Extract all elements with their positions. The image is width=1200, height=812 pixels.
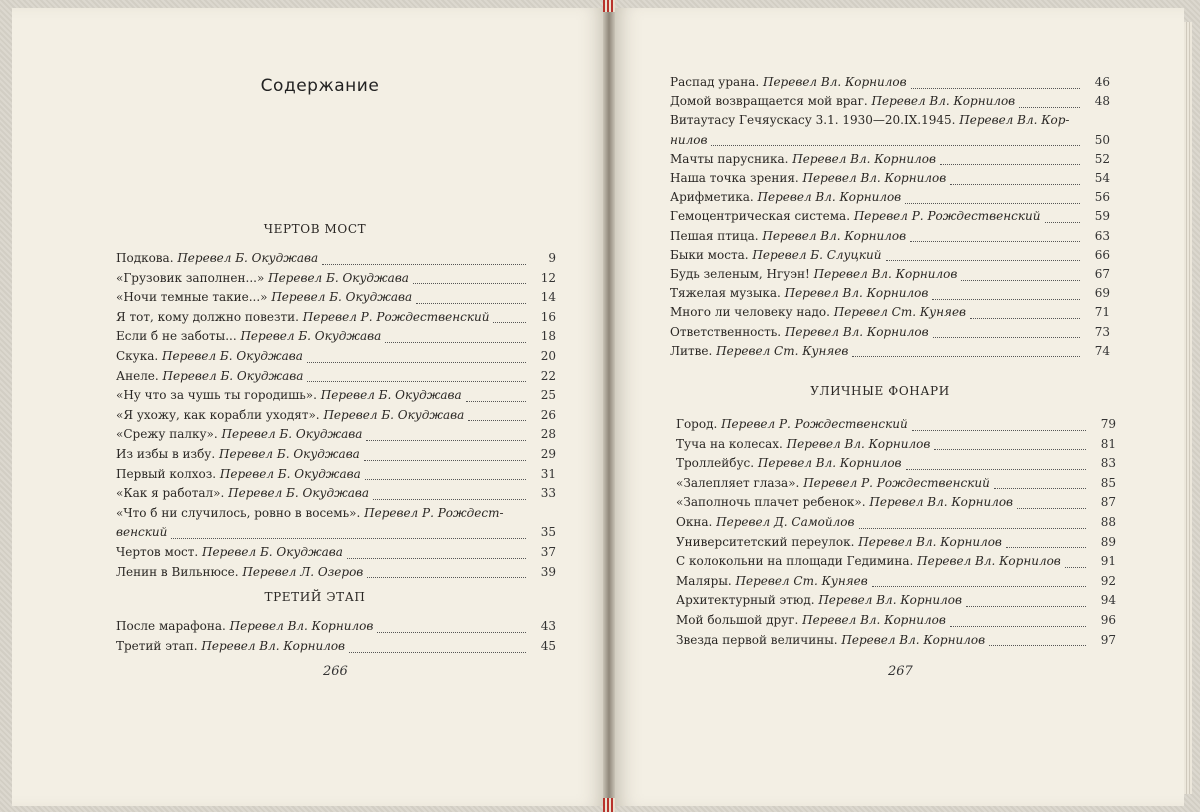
toc-entry: [676, 532, 1116, 552]
toc-entry-page: 91: [1100, 554, 1116, 569]
toc-entry-title: Туча на колесах.: [676, 436, 787, 451]
toc-entry-translator: нилов: [670, 132, 708, 147]
toc-entry-title: Ленин в Вильнюсе.: [116, 564, 243, 579]
toc-entry-translator: Перевел Ст. Куняев: [716, 343, 849, 358]
toc-entry-page: 14: [540, 290, 556, 305]
dot-leader: [966, 594, 1086, 607]
toc-entry-title: Много ли человеку надо.: [670, 305, 834, 320]
toc-entry-title: Будь зеленым, Нгуэн!: [670, 267, 814, 281]
toc-entry-page: 94: [1100, 593, 1116, 608]
toc-entry: [116, 405, 556, 425]
toc-entry-title: Наша точка зрения.: [670, 171, 803, 185]
dot-leader: [906, 457, 1086, 470]
toc-entry-title: «Грузовик заполнен...»: [116, 270, 269, 285]
dot-leader: [171, 526, 526, 539]
toc-entry: [116, 503, 556, 523]
toc-entry-page: 63: [1094, 228, 1110, 243]
toc-entry-translator: Перевел Вл. Корнилов: [762, 75, 907, 89]
toc-entry-page: 43: [540, 619, 556, 633]
toc-entry-page: 66: [1094, 247, 1110, 262]
toc-entry-page: 69: [1094, 286, 1110, 301]
toc-entry-page: 79: [1100, 417, 1116, 431]
dot-leader: [940, 152, 1080, 165]
toc-entry-translator: Перевел Вл. Корнилов: [813, 267, 958, 281]
dot-leader: [349, 640, 526, 653]
toc-entry-translator: Перевел Б. Окуджава: [240, 329, 382, 344]
toc-entry-page: 31: [540, 466, 556, 481]
toc-entry-translator: Перевел Б. Окуджава: [218, 447, 360, 461]
dot-leader: [1019, 95, 1080, 108]
toc-entry-page: 97: [1100, 632, 1116, 647]
toc-entry-translator: Перевел Д. Самойлов: [716, 515, 855, 529]
headband-top: [603, 0, 615, 12]
toc-entry: [116, 385, 556, 405]
dot-leader: [912, 418, 1086, 431]
toc-entry-page: 89: [1100, 534, 1116, 549]
toc-entry-page: 28: [540, 427, 556, 442]
toc-entry-page: 22: [540, 368, 556, 383]
toc-entry-translator: Перевел Б. Окуджава: [162, 349, 303, 363]
toc-entry-title: Архитектурный этюд.: [676, 593, 819, 608]
page-number-left: 266: [323, 664, 348, 679]
toc-entry: [676, 492, 1116, 512]
toc-entry-title: Витаутасу Гечяускасу 3.1. 1930—20.IX.1945.: [670, 113, 960, 128]
toc-entry: [676, 453, 1116, 473]
dot-leader: [365, 467, 526, 480]
toc-entry: [676, 473, 1116, 493]
dot-leader: [932, 287, 1080, 300]
toc-entry-title: «Срежу палку».: [116, 427, 222, 442]
toc-entry-page: 56: [1094, 190, 1110, 205]
toc-entry-title: «Я ухожу, как корабли уходят».: [116, 407, 324, 422]
toc-entry-translator: Перевел Б. Окуджава: [221, 427, 363, 442]
toc-entry-page: 20: [540, 349, 556, 363]
dot-leader: [322, 252, 526, 265]
dot-leader: [1006, 535, 1086, 548]
toc-entry-page: 96: [1100, 613, 1116, 627]
toc-entry-translator: Перевел Вл. Корнилов: [784, 286, 929, 301]
book-spine: [603, 0, 615, 812]
toc-entry: [670, 91, 1110, 111]
toc-entry: [116, 562, 556, 582]
toc-entry-page: 81: [1100, 436, 1116, 451]
toc-entry-translator: Перевел Р. Рождественский: [721, 417, 908, 431]
toc-entry-title: Тяжелая музыка.: [670, 286, 785, 301]
dot-leader: [413, 271, 526, 284]
page-title: Содержание: [260, 76, 380, 96]
toc-entry-translator: Перевел Вл. Кор-: [959, 113, 1070, 128]
dot-leader: [711, 133, 1080, 146]
toc-entry: [116, 444, 556, 464]
toc-entry: [670, 168, 1110, 188]
toc-entry-page: 18: [540, 329, 556, 344]
toc-entry-page: 29: [540, 447, 556, 461]
dot-leader: [872, 574, 1086, 587]
toc-entry: [116, 287, 556, 307]
toc-entry-title: «Ну что за чушь ты городишь».: [116, 388, 321, 403]
toc-entry-translator: Перевел Вл. Корнилов: [802, 171, 947, 185]
toc-entry-translator: Перевел Б. Слуцкий: [752, 247, 882, 262]
toc-entry-page: 37: [540, 545, 556, 559]
toc-entry-translator: Перевел Вл. Корнилов: [841, 632, 986, 647]
dot-leader: [1065, 555, 1086, 568]
toc-entry-title: Домой возвращается мой враг.: [670, 94, 872, 109]
toc-entry: [116, 616, 556, 636]
dot-leader: [377, 620, 526, 633]
toc-entry-translator: Перевел Вл. Корнилов: [786, 436, 931, 451]
toc-entry-title: Окна.: [676, 515, 717, 529]
toc-entry-page: 52: [1094, 151, 1110, 166]
toc-entry-translator: Перевел Б. Окуджава: [268, 270, 409, 285]
toc-entry: [670, 302, 1110, 322]
toc-entry: [670, 206, 1110, 226]
toc-entry-translator: Перевел Вл. Корнилов: [871, 94, 1016, 109]
toc-entry-translator: Перевел Вл. Корнилов: [201, 639, 346, 653]
dot-leader: [994, 476, 1086, 489]
toc-list-ulichnye-fonari: [676, 414, 1116, 649]
toc-entry-title: Я тот, кому должно повезти.: [116, 309, 303, 324]
toc-entry: [116, 424, 556, 444]
dot-leader: [373, 487, 526, 500]
toc-entry-translator: Перевел Вл. Корнилов: [757, 456, 902, 471]
dot-leader: [905, 191, 1080, 204]
dot-leader: [1045, 210, 1080, 223]
toc-entry-translator: Перевел Р. Рождественский: [803, 475, 990, 490]
toc-entry-page: 92: [1100, 573, 1116, 588]
toc-entry-title: Если б не заботы...: [116, 329, 241, 344]
toc-entry: [676, 610, 1116, 630]
toc-entry-title: Звезда первой величины.: [676, 632, 842, 647]
toc-entry-page: 16: [540, 309, 556, 324]
toc-entry-title: Троллейбус.: [676, 456, 758, 471]
toc-entry-title: «Залепляет глаза».: [676, 475, 804, 490]
toc-entry-title: «Заполночь плачет ребенок».: [676, 495, 870, 510]
toc-entry-title: Распад урана.: [670, 75, 763, 89]
toc-entry-page: 74: [1094, 343, 1110, 358]
toc-entry-translator: Перевел Вл. Корнилов: [917, 554, 1061, 569]
dot-leader: [468, 408, 526, 421]
toc-entry-title: Город.: [676, 417, 722, 431]
toc-entry-translator: Перевел Вл. Корнилов: [858, 534, 1002, 549]
toc-entry-title: С колокольни на площади Гедимина.: [676, 554, 918, 569]
toc-entry: [116, 483, 556, 503]
toc-entry-translator: Перевел Вл. Корнилов: [818, 593, 962, 608]
dot-leader: [493, 310, 526, 323]
toc-entry-translator: Перевел Ст. Куняев: [833, 305, 967, 320]
toc-entry-title: Пешая птица.: [670, 228, 763, 243]
toc-entry-translator: Перевел Б. Окуджава: [202, 545, 343, 559]
toc-entry: [676, 512, 1116, 532]
toc-entry-title: Литве.: [670, 343, 717, 358]
toc-entry-title: Третий этап.: [116, 639, 202, 653]
toc-list-chertov-most: [116, 248, 556, 581]
toc-entry: [670, 72, 1110, 92]
dot-leader: [950, 172, 1080, 185]
toc-entry-page: 88: [1100, 515, 1116, 529]
toc-entry-page: 26: [540, 407, 556, 422]
toc-entry: [670, 341, 1110, 361]
toc-entry: [670, 187, 1110, 207]
toc-entry: [676, 630, 1116, 650]
dot-leader: [366, 428, 526, 441]
dot-leader: [347, 546, 526, 559]
toc-entry: [676, 414, 1116, 434]
toc-entry: [670, 322, 1110, 342]
toc-entry-page: 87: [1100, 495, 1116, 510]
dot-leader: [307, 369, 526, 382]
toc-entry-translator: Перевел Р. Рождественский: [853, 209, 1041, 224]
toc-entry-page: 33: [540, 486, 556, 501]
toc-entry-translator: Перевел Б. Окуджава: [219, 466, 361, 481]
toc-entry-title: Мой большой друг.: [676, 613, 803, 627]
toc-entry: [676, 434, 1116, 454]
dot-leader: [367, 565, 526, 578]
toc-entry-page: 59: [1094, 209, 1110, 224]
dot-leader: [950, 614, 1086, 627]
toc-entry-page: 46: [1094, 75, 1110, 89]
toc-entry-page: 25: [540, 388, 556, 403]
toc-entry: [676, 571, 1116, 591]
toc-entry-translator: Перевел Б. Окуджава: [162, 368, 304, 383]
dot-leader: [364, 448, 526, 461]
toc-entry: [116, 307, 556, 327]
toc-entry-title: Маляры.: [676, 573, 736, 588]
toc-entry-title: Анеле.: [116, 368, 163, 383]
toc-entry: [116, 248, 556, 268]
section-title-tretiy-etap: ТРЕТИЙ ЭТАП: [264, 590, 366, 604]
toc-entry-translator: Перевел Вл. Корнилов: [792, 151, 936, 166]
toc-entry-translator: Перевел Б. Окуджава: [177, 251, 319, 265]
dot-leader: [933, 325, 1080, 338]
dot-leader: [910, 229, 1080, 242]
toc-entry: [670, 226, 1110, 246]
headband-bottom: [603, 798, 615, 812]
toc-entry-title: Из избы в избу.: [116, 447, 219, 461]
toc-entry-page: 50: [1094, 132, 1110, 147]
toc-entry-translator: Перевел Вл. Корнилов: [757, 190, 902, 205]
toc-entry-page: 48: [1094, 94, 1110, 109]
toc-entry: [116, 366, 556, 386]
toc-entry-title: Ответственность.: [670, 324, 785, 339]
dot-leader: [859, 516, 1087, 529]
dot-leader: [385, 330, 526, 343]
toc-entry-title: Чертов мост.: [116, 545, 203, 559]
toc-entry: [670, 149, 1110, 169]
section-title-chertov-most: ЧЕРТОВ МОСТ: [263, 222, 367, 236]
toc-entry: [670, 110, 1110, 130]
toc-entry-translator: Перевел Вл. Корнилов: [762, 228, 907, 243]
toc-entry-page: 67: [1094, 267, 1110, 281]
dot-leader: [961, 268, 1080, 281]
toc-entry-translator: Перевел Б. Окуджава: [323, 407, 465, 422]
toc-entry-page: 39: [540, 564, 556, 579]
toc-entry: [676, 551, 1116, 571]
toc-entry-translator: Перевел Вл. Корнилов: [869, 495, 1014, 510]
toc-entry-page: 73: [1094, 324, 1110, 339]
toc-entry-title: Первый колхоз.: [116, 466, 220, 481]
toc-entry-title: «Ночи темные такие...»: [116, 290, 272, 305]
toc-entry-translator: Перевел Б. Окуджава: [228, 486, 369, 501]
toc-entry: [676, 590, 1116, 610]
toc-entry-title: Мачты парусника.: [670, 151, 793, 166]
toc-entry-translator: венский: [116, 525, 168, 540]
toc-entry-title: Скука.: [116, 349, 163, 363]
toc-entry: [670, 264, 1110, 284]
dot-leader: [416, 291, 526, 304]
section-title-ulichnye-fonari: УЛИЧНЫЕ ФОНАРИ: [810, 384, 950, 398]
toc-entry-page: 35: [540, 525, 556, 540]
toc-entry-translator: Перевел Вл. Корнилов: [784, 324, 929, 339]
dot-leader: [1017, 496, 1086, 509]
toc-entry-page: 12: [540, 270, 556, 285]
toc-entry-title: После марафона.: [116, 619, 230, 633]
toc-entry-translator: Перевел Ст. Куняев: [735, 573, 868, 588]
toc-entry: [116, 636, 556, 656]
toc-entry-page: 45: [540, 639, 556, 653]
toc-entry-translator: Перевел Б. Окуджава: [271, 290, 413, 305]
toc-entry-title: «Как я работал».: [116, 486, 229, 501]
dot-leader: [307, 350, 526, 363]
toc-entry-translator: Перевел Б. Окуджава: [320, 388, 462, 403]
toc-entry-title: Арифметика.: [670, 190, 758, 205]
toc-entry: [116, 326, 556, 346]
dot-leader: [970, 306, 1080, 319]
toc-list-tretiy-etap: [116, 616, 556, 656]
toc-entry: [116, 542, 556, 562]
toc-entry-title: «Что б ни случилось, ровно в восемь».: [116, 505, 365, 520]
toc-entry: [116, 464, 556, 484]
toc-entry-title: Быки моста.: [670, 247, 753, 262]
toc-entry: [116, 268, 556, 288]
dot-leader: [934, 437, 1086, 450]
dot-leader: [989, 633, 1086, 646]
toc-entry: [670, 245, 1110, 265]
toc-entry-page: 83: [1100, 456, 1116, 471]
dot-leader: [911, 76, 1080, 89]
toc-entry: [670, 130, 1110, 150]
toc-entry-title: Гемоцентрическая система.: [670, 209, 854, 224]
toc-entry: [116, 346, 556, 366]
dot-leader: [886, 248, 1080, 261]
dot-leader: [852, 344, 1080, 357]
toc-entry-title: Подкова.: [116, 251, 178, 265]
toc-entry-title: Университетский переулок.: [676, 534, 859, 549]
page-number-right: 267: [888, 664, 913, 679]
toc-entry-page: 9: [548, 251, 556, 265]
toc-entry-translator: Перевел Вл. Корнилов: [802, 613, 946, 627]
toc-list-continued: [670, 72, 1110, 360]
toc-entry-page: 71: [1094, 305, 1110, 320]
toc-entry-translator: Перевел Р. Рождест-: [364, 505, 504, 520]
toc-entry-page: 54: [1094, 171, 1110, 185]
toc-entry: [670, 283, 1110, 303]
dot-leader: [466, 389, 526, 402]
toc-entry-translator: Перевел Л. Озеров: [242, 564, 364, 579]
toc-entry: [116, 522, 556, 542]
toc-entry-translator: Перевел Вл. Корнилов: [229, 619, 374, 633]
toc-entry-translator: Перевел Р. Рождественский: [302, 309, 490, 324]
toc-entry-page: 85: [1100, 475, 1116, 490]
